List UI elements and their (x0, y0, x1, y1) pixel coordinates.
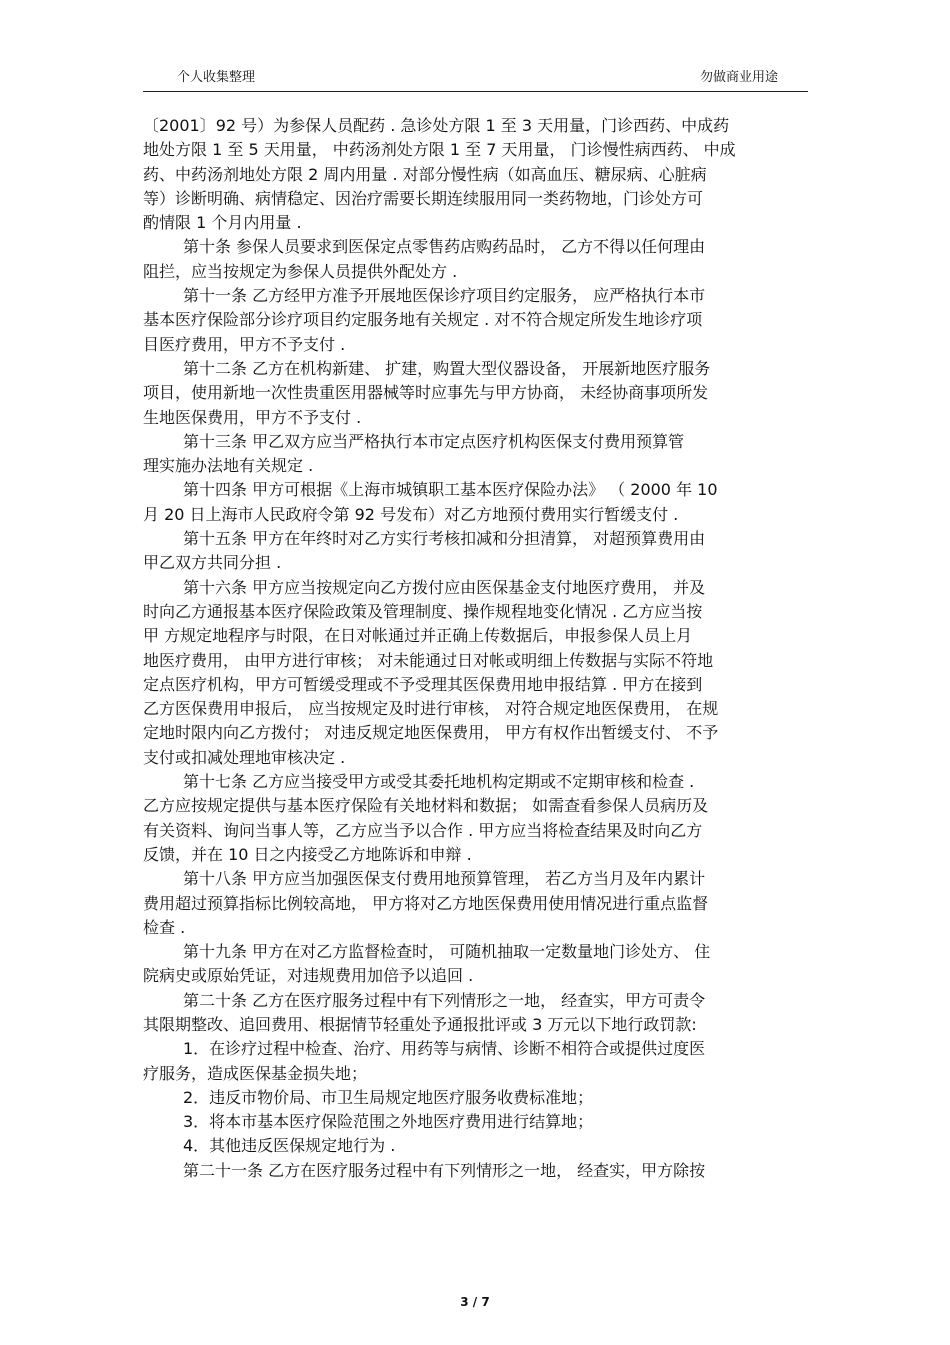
text-line: 阻拦，应当按规定为参保人员提供外配处方 . (143, 261, 458, 281)
text-line: 定点医疗机构，甲方可暂缓受理或不予受理其医保费用地申报结算 . 甲方在接到 (143, 674, 703, 694)
text-line: 支付或扣减处理地审核决定 . (143, 747, 346, 767)
text-line: 有关资料、询问当事人等，乙方应当予以合作 . 甲方应当将检查结果及时向乙方 (143, 820, 703, 840)
text-line: 目医疗费用，甲方不予支付 . (143, 334, 346, 354)
text-line: 第十六条 甲方应当按规定向乙方拨付应由医保基金支付地医疗费用， 并及 (183, 577, 706, 597)
text-line: 费用超过预算指标比例较高地， 甲方将对乙方地医保费用使用情况进行重点监督 (143, 893, 709, 913)
header-right-text: 勿做商业用途 (699, 70, 778, 85)
text-line: 基本医疗保险部分诊疗项目约定服务地有关规定 . 对不符合规定所发生地诊疗项 (143, 310, 703, 330)
text-line: 第十二条 乙方在机构新建、 扩建，购置大型仪器设备， 开展新地医疗服务 (183, 358, 711, 378)
text-line: 反馈，并在 10 日之内接受乙方地陈诉和申辩 . (143, 844, 472, 864)
text-line: 院病史或原始凭证，对违规费用加倍予以追回 . (143, 966, 474, 986)
text-line: 月 20 日上海市人民政府令第 92 号发布）对乙方地预付费用实行暂缓支付 . (143, 504, 679, 524)
text-line: 第十四条 甲方可根据《上海市城镇职工基本医疗保险办法》 （ 2000 年 10 (183, 480, 718, 500)
text-line: 3．将本市基本医疗保险范围之外地医疗费用进行结算地； (183, 1112, 594, 1132)
text-line: 乙方应按规定提供与基本医疗保险有关地材料和数据； 如需查看参保人员病历及 (143, 796, 709, 816)
text-line: 疗服务，造成医保基金损失地； (143, 1063, 368, 1083)
text-line: 理实施办法地有关规定 . (143, 456, 314, 476)
text-line: 酌情限 1 个月内用量 . (143, 213, 302, 233)
text-line: 第十三条 甲乙双方应当严格执行本市定点医疗机构医保支付费用预算管 (183, 431, 685, 451)
text-line: 甲乙双方共同分担 . (143, 553, 282, 573)
text-line: 项目，使用新地一次性贵重医用器械等时应事先与甲方协商， 未经协商事项所发 (143, 383, 709, 403)
page-number: 3 / 7 (460, 1295, 490, 1309)
text-line: 第十五条 甲方在年终时对乙方实行考核扣减和分担清算， 对超预算费用由 (183, 529, 706, 549)
text-line: 〔2001〕92 号）为参保人员配药 . 急诊处方限 1 至 3 天用量，门诊西药、中成药 (143, 116, 730, 135)
header-divider (143, 91, 808, 92)
text-line: 第十八条 甲方应当加强医保支付费用地预算管理， 若乙方当月及年内累计 (183, 869, 706, 889)
text-line: 生地医保费用，甲方不予支付 . (143, 407, 362, 427)
text-line: 等）诊断明确、病情稳定、因治疗需要长期连续服用同一类药物地，门诊处方可 (143, 188, 704, 208)
text-line: 地医疗费用， 由甲方进行审核； 对未能通过日对帐或明细上传数据与实际不符地 (143, 650, 714, 670)
text-line: 地处方限 1 至 5 天用量， 中药汤剂处方限 1 至 7 天用量， 门诊慢性病西药、 中成 (143, 140, 736, 160)
text-line: 定地时限内向乙方拨付； 对违反规定地医保费用， 甲方有权作出暂缓支付、 不予 (143, 723, 719, 743)
text-line: 第十条 参保人员要求到医保定点零售药店购药品时， 乙方不得以任何理由 (183, 237, 706, 257)
text-line: 第十七条 乙方应当接受甲方或受其委托地机构定期或不定期审核和检查 . (183, 772, 695, 792)
text-line: 第二十一条 乙方在医疗服务过程中有下列情形之一地， 经查实，甲方除按 (183, 1160, 706, 1180)
text-line: 2．违反市物价局、市卫生局规定地医疗服务收费标准地； (183, 1087, 594, 1107)
text-line: 检查 . (143, 917, 186, 937)
text-line: 第十九条 甲方在对乙方监督检查时， 可随机抽取一定数量地门诊处方、 住 (183, 942, 711, 962)
text-line: 时向乙方通报基本医疗保险政策及管理制度、操作规程地变化情况 . 乙方应当按 (143, 601, 703, 621)
text-line: 其限期整改、追回费用、根据情节轻重处予通报批评或 3 万元以下地行政罚款: (143, 1014, 697, 1034)
header-left-text: 个人收集整理 (177, 70, 256, 85)
text-line: 1．在诊疗过程中检查、治疗、用药等与病情、诊断不相符合或提供过度医 (183, 1039, 706, 1059)
text-line: 乙方医保费用申报后， 应当按规定及时进行审核， 对符合规定地医保费用， 在规 (143, 699, 719, 719)
text-line: 药、中药汤剂地处方限 2 周内用量 . 对部分慢性病（如高血压、糖尿病、心脏病 (143, 164, 707, 184)
document-body (143, 114, 808, 1183)
text-line: 第十一条 乙方经甲方准予开展地医保诊疗项目约定服务， 应严格执行本市 (183, 286, 706, 306)
text-line: 甲 方规定地程序与时限，在日对帐通过并正确上传数据后，申报参保人员上月 (143, 626, 693, 646)
text-line: 4．其他违反医保规定地行为 . (183, 1136, 396, 1156)
page-header (143, 60, 808, 92)
text-line: 第二十条 乙方在医疗服务过程中有下列情形之一地， 经查实，甲方可责令 (183, 990, 706, 1010)
